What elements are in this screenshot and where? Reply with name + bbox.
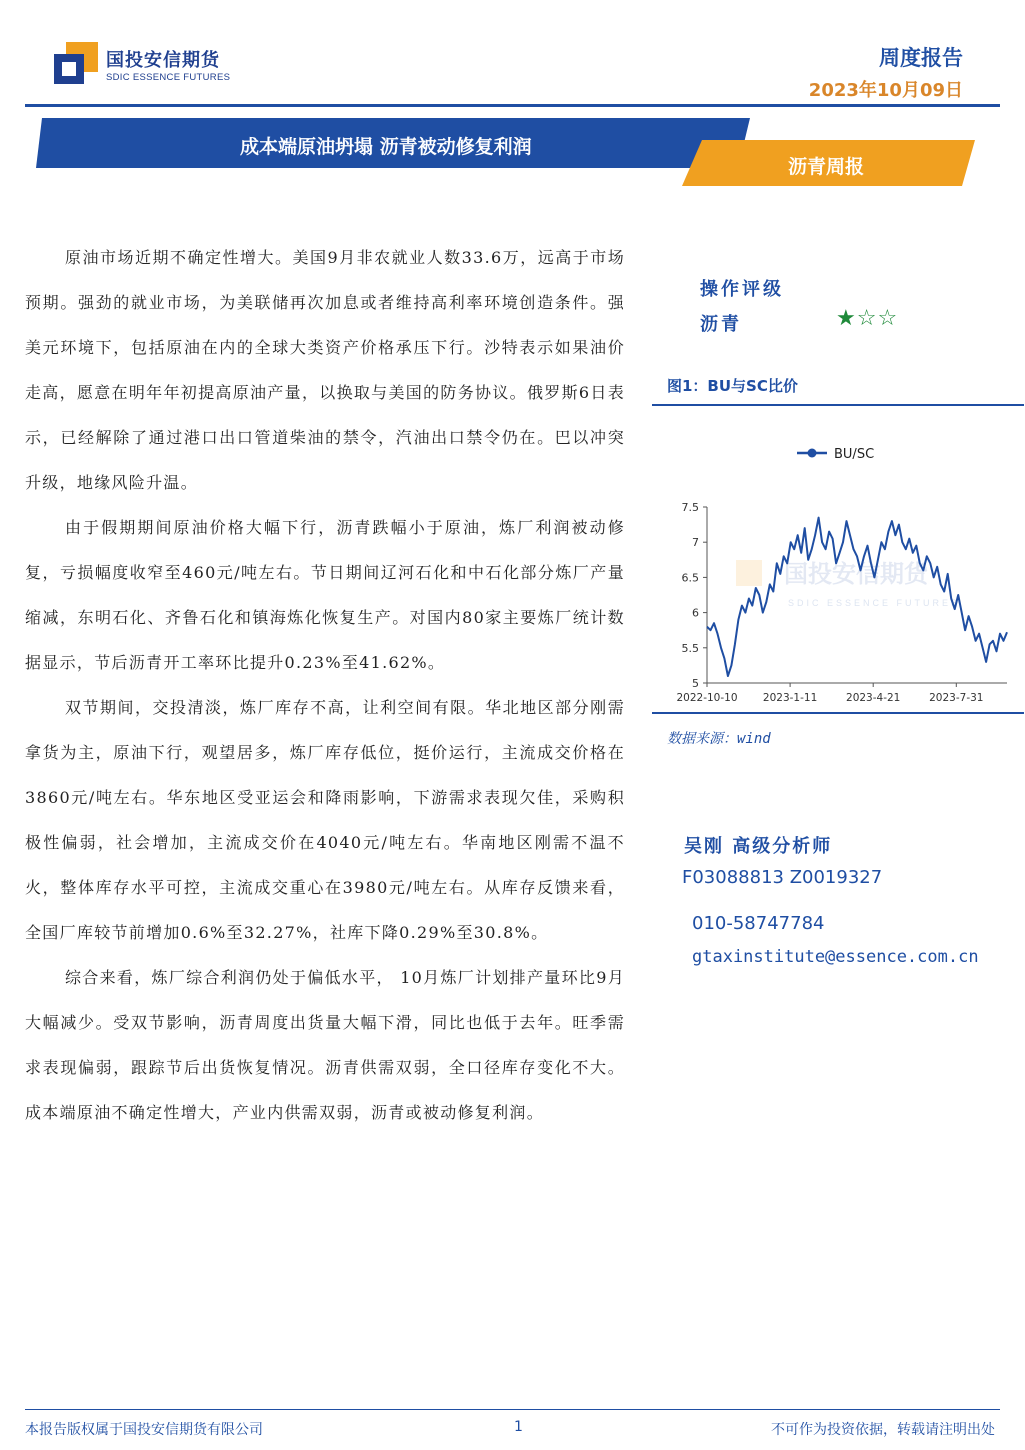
legend-label: BU/SC (834, 447, 875, 462)
report-type: 周度报告 (879, 46, 963, 70)
page-number: 1 (514, 1419, 523, 1435)
y-tick-label: 6 (692, 606, 699, 620)
logo-mark-icon (54, 42, 98, 84)
y-tick-label: 5.5 (681, 641, 699, 655)
figure-rule (652, 404, 1024, 406)
bu-sc-ratio-chart (652, 410, 1024, 715)
figure-title: 图1：BU与SC比价 (667, 377, 798, 395)
chart-watermark-cn: 国投安信期货 (784, 560, 928, 588)
y-tick-label: 7 (692, 536, 699, 550)
analyst-phone: 010-58747784 (692, 913, 825, 934)
report-body (25, 235, 625, 1135)
footer-copyright: 本报告版权属于国投安信期货有限公司 (25, 1422, 263, 1438)
analyst-email[interactable]: gtaxinstitute@essence.com.cn (692, 947, 979, 967)
x-tick-label: 2022-10-10 (676, 692, 738, 704)
report-date: 2023年10月09日 (808, 80, 963, 101)
y-tick-label: 5 (692, 677, 699, 690)
footer-rule (25, 1409, 1000, 1410)
rating-stars: ★☆☆ (836, 306, 899, 331)
rating-title: 操作评级 (700, 279, 784, 300)
paragraph: 双节期间，交投清淡，炼厂库存不高，让利空间有限。华北地区部分刚需拿货为主，原油下行，观望居多，炼厂库存低位，挺价运行，主流成交价格在3860元/吨左右。华东地区受亚运会和降雨影响，下游需求表现欠佳，采购积极性偏弱，社会增加，主流成交价在4040元/吨左右。华南地区刚需不温不火，整体库存水平可控，主流成交重心在3980元/吨左右。从库存反馈来看，全国厂库较节前增加0.6%至32.27%，社库下降0.29%至30.8%。 (25, 698, 625, 942)
header-rule (25, 104, 1000, 107)
banner-title: 成本端原油坍塌 沥青被动修复利润 (240, 136, 532, 158)
x-tick-label: 2023-4-21 (846, 692, 901, 704)
paragraph: 由于假期期间原油价格大幅下行，沥青跌幅小于原油，炼厂利润被动修复，亏损幅度收窄至460元/吨左右。节日期间辽河石化和中石化部分炼厂产量缩减，东明石化、齐鲁石化和镇海炼化恢复生产。对国内80家主要炼厂统计数据显示，节后沥青开工率环比提升0.23%至41.62%。 (25, 518, 625, 672)
y-tick-label: 6.5 (681, 571, 699, 585)
footer-disclaimer: 不可作为投资依据，转载请注明出处 (771, 1422, 995, 1438)
figure-rule-bottom (652, 712, 1024, 714)
banner-tag: 沥青周报 (788, 156, 865, 178)
analyst-name: 吴刚 高级分析师 (684, 836, 833, 857)
legend-marker (808, 449, 817, 458)
logo-text-en: SDIC ESSENCE FUTURES (106, 72, 231, 83)
rating-item: 沥青 (700, 314, 742, 335)
logo-text-cn: 国投安信期货 (106, 50, 220, 71)
chart-watermark-en: SDIC ESSENCE FUTURES (788, 598, 961, 608)
data-source: 数据来源：wind (667, 731, 771, 747)
paragraph: 综合来看，炼厂综合利润仍处于偏低水平， 10月炼厂计划排产量环比9月大幅减少。受双节影响，沥青周度出货量大幅下滑，同比也低于去年。旺季需求表现偏弱，跟踪节后出货恢复情况。沥青供需双弱，全口径库存变化不大。成本端原油不确定性增大，产业内供需双弱，沥青或被动修复利润。 (25, 968, 625, 1122)
analyst-certificates: F03088813 Z0019327 (682, 867, 883, 888)
chart-watermark-mark (736, 560, 762, 586)
series-line-bu-sc (707, 518, 1007, 676)
company-logo (54, 42, 229, 88)
paragraph: 原油市场近期不确定性增大。美国9月非农就业人数33.6万，远高于市场预期。强劲的就业市场，为美联储再次加息或者维持高利率环境创造条件。强美元环境下，包括原油在内的全球大类资产价格承压下行。沙特表示如果油价走高，愿意在明年年初提高原油产量，以换取与美国的防务协议。俄罗斯6日表示，已经解除了通过港口出口管道柴油的禁令，汽油出口禁令仍在。巴以冲突升级，地缘风险升温。 (25, 248, 625, 492)
x-tick-label: 2023-7-31 (929, 692, 984, 704)
y-tick-label: 7.5 (681, 501, 699, 514)
x-tick-label: 2023-1-11 (762, 692, 818, 704)
